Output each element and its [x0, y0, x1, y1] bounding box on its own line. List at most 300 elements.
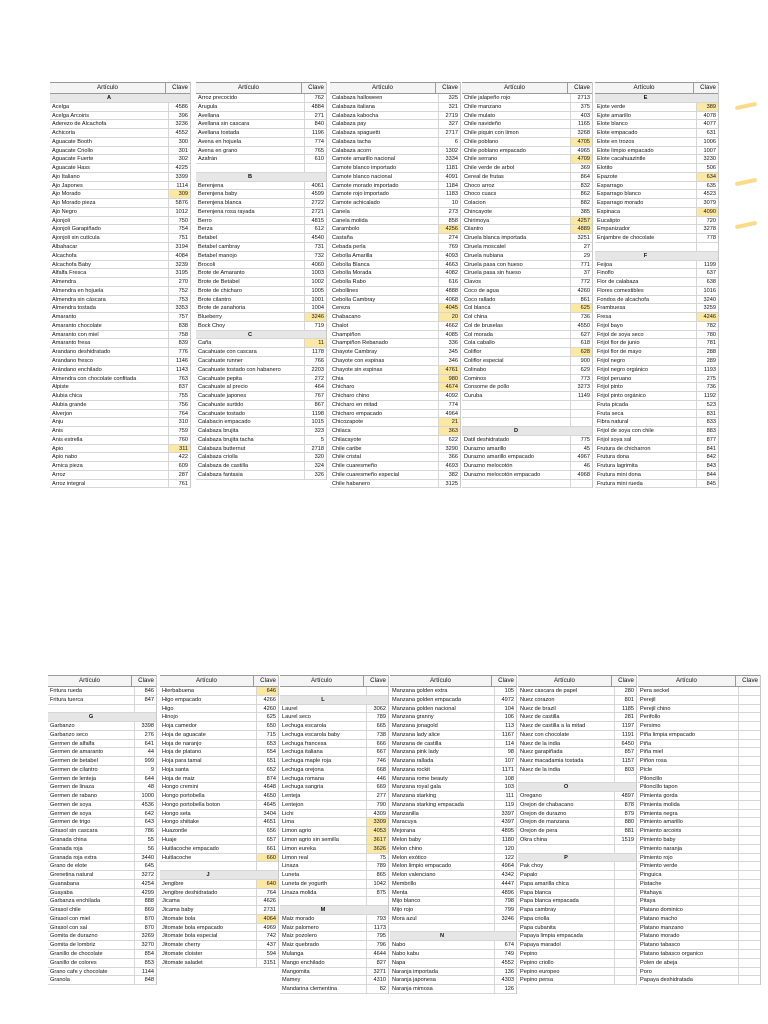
- item-name: Ciruela pasa sin hueso: [464, 270, 521, 277]
- table-row: [462, 313, 592, 322]
- item-code: 2721: [304, 208, 326, 216]
- item-code: 764: [256, 889, 278, 897]
- table-row: [280, 985, 388, 994]
- item-code: 854: [134, 950, 156, 958]
- item-name: Amaranto: [52, 314, 77, 321]
- column-header: [330, 82, 460, 94]
- item-name: Gomita de lombriz: [50, 942, 96, 949]
- table-row: [50, 339, 190, 348]
- item-code: 757: [168, 313, 190, 321]
- item-code: 6: [438, 138, 460, 146]
- section-letter: O: [563, 784, 569, 791]
- item-name: Chicharo chino: [332, 393, 370, 400]
- table-row: [48, 748, 156, 757]
- table-row: [462, 445, 592, 454]
- table-row: [160, 915, 278, 924]
- item-name: Fresa: [597, 314, 612, 321]
- item-name: Aguacate Booth: [52, 138, 92, 145]
- table-row: [518, 713, 636, 722]
- item-name: Limon real: [282, 854, 309, 861]
- item-code: 1157: [614, 757, 636, 765]
- table-row: [462, 418, 592, 427]
- table-row: [160, 748, 278, 757]
- item-name: Manzana golden extra: [392, 688, 448, 694]
- item-name: Papaya maradol: [520, 942, 561, 949]
- table-row: [160, 959, 278, 968]
- table-row: [196, 155, 326, 164]
- table-row: [595, 331, 718, 340]
- table-row: [48, 889, 156, 898]
- item-code: 879: [614, 810, 636, 818]
- table-row: [462, 462, 592, 471]
- price-column: [638, 675, 761, 985]
- table-row: [48, 950, 156, 959]
- item-name: Albahacar: [52, 244, 78, 251]
- item-name: Ajo Japones: [52, 182, 83, 189]
- item-name: Grenetina natural: [50, 872, 94, 879]
- table-row: [196, 401, 326, 410]
- item-code: [614, 871, 636, 879]
- table-row: [330, 348, 460, 357]
- item-name: Ciruela blanca importada: [464, 235, 527, 242]
- table-row: [390, 845, 516, 854]
- table-row: [48, 932, 156, 941]
- item-code: 4447: [494, 880, 516, 888]
- item-name: Maiz quebrado: [282, 942, 320, 949]
- table-row: [390, 801, 516, 810]
- table-row: [462, 471, 592, 480]
- table-row: [330, 199, 460, 208]
- table-row: [390, 871, 516, 880]
- table-row: [48, 757, 156, 766]
- item-code: 3404: [256, 810, 278, 818]
- header-clave: Clave: [611, 676, 636, 686]
- price-column: [160, 675, 279, 968]
- item-code: 3236: [168, 120, 190, 128]
- item-code: 4084: [168, 252, 190, 260]
- table-row: [48, 976, 156, 985]
- header-articulo: Artículo: [238, 84, 259, 91]
- table-row: [196, 392, 326, 401]
- item-name: Calabaza kabocha: [332, 112, 379, 119]
- item-name: Chicharo en mitad: [332, 401, 378, 408]
- item-name: Pepino europeo: [520, 968, 560, 975]
- item-name: Papaya limpia empacada: [520, 933, 583, 940]
- table-row: [330, 129, 460, 138]
- table-row: [196, 287, 326, 296]
- item-code: 1191: [614, 731, 636, 739]
- item-name: [196, 164, 304, 172]
- table-row: [196, 383, 326, 392]
- item-code: 114: [494, 740, 516, 748]
- table-row: [390, 722, 516, 731]
- item-name: Granada roja extra: [50, 854, 97, 861]
- item-code: 506: [696, 164, 718, 172]
- item-code: 841: [696, 445, 718, 453]
- item-name: Jitomate cherry: [162, 942, 201, 949]
- item-name: Laurel seco: [282, 714, 311, 721]
- item-code: 778: [696, 234, 718, 242]
- item-code: 4964: [494, 862, 516, 870]
- item-name: Ajo Negro: [52, 208, 77, 215]
- header-clave: Clave: [301, 83, 326, 93]
- table-row: [50, 199, 190, 208]
- item-name: Nuez de la india: [520, 766, 561, 773]
- table-row: [196, 366, 326, 375]
- item-name: Pimiento baby: [640, 837, 676, 844]
- table-row: [48, 775, 156, 784]
- table-row: [518, 941, 636, 950]
- item-code: 4303: [494, 976, 516, 984]
- item-code-highlighted: 4705: [570, 138, 592, 146]
- item-name: Alcachofa Baby: [52, 261, 91, 268]
- table-row: [638, 775, 760, 784]
- item-name: Chabacano: [332, 314, 361, 321]
- table-row: [50, 375, 190, 384]
- item-code: 719: [304, 322, 326, 330]
- table-row: [330, 112, 460, 121]
- item-code: 4260: [256, 705, 278, 713]
- table-row: [638, 950, 760, 959]
- item-name: Nuez macadamia tostada: [520, 758, 584, 765]
- table-row: [390, 924, 516, 933]
- item-name: Mijo rojo: [392, 907, 414, 914]
- table-row: [595, 427, 718, 436]
- table-row: [50, 348, 190, 357]
- table-row: [160, 722, 278, 731]
- item-code: 37: [570, 269, 592, 277]
- table-row: [390, 959, 516, 968]
- item-name: Coliflor especial: [464, 357, 504, 364]
- item-name: Epazote: [597, 173, 618, 180]
- item-name: Chicozapote: [332, 419, 364, 426]
- item-code: 638: [696, 278, 718, 286]
- table-row: [595, 375, 718, 384]
- item-name: Orejon de durazno: [520, 810, 567, 817]
- table-row: [50, 287, 190, 296]
- item-code: 3251: [570, 234, 592, 242]
- item-code: 643: [134, 818, 156, 826]
- item-name: Chile jalapeño rojo: [464, 95, 511, 101]
- item-code: 326: [304, 471, 326, 479]
- table-row: [50, 480, 190, 489]
- item-code-highlighted: 660: [256, 854, 278, 862]
- table-row: [462, 199, 592, 208]
- table-row: [50, 357, 190, 366]
- item-code-highlighted: 640: [256, 880, 278, 888]
- item-name: Huitlacoche empacado: [162, 845, 219, 852]
- item-code: 833: [696, 418, 718, 426]
- item-name: Pera seckel: [640, 688, 670, 694]
- header-clave: Clave: [735, 676, 760, 686]
- table-row: [518, 740, 636, 749]
- item-code: 831: [696, 410, 718, 418]
- item-name: Girasol sin cascara: [50, 828, 98, 835]
- item-code: 1007: [696, 147, 718, 155]
- highlighter-stroke: [735, 102, 757, 110]
- highlighter-stroke: [735, 178, 757, 186]
- item-name: Calabaza brujita tacha: [198, 436, 254, 443]
- item-code: 4091: [438, 173, 460, 181]
- table-row: [638, 792, 760, 801]
- item-name: Arugula: [198, 103, 218, 110]
- table-row: [595, 445, 718, 454]
- item-code: 874: [256, 775, 278, 783]
- table-row: [330, 261, 460, 270]
- table-row: [48, 827, 156, 836]
- item-code: 3079: [696, 199, 718, 207]
- table-row: [390, 836, 516, 845]
- item-code: 644: [134, 775, 156, 783]
- item-code: 4082: [438, 269, 460, 277]
- table-row: [196, 190, 326, 199]
- table-row: [518, 722, 636, 731]
- item-name: Arándano enchilado: [52, 366, 102, 373]
- table-row: [48, 687, 156, 696]
- table-row: [462, 453, 592, 462]
- item-code: 4645: [256, 801, 278, 809]
- table-row: [518, 924, 636, 933]
- item-name: Papa criolla: [520, 915, 550, 922]
- item-name: Fritura rueda: [50, 688, 83, 694]
- item-code: 789: [366, 862, 388, 870]
- item-name: Espinaca: [597, 208, 621, 215]
- item-name: Cacahuate pepita: [198, 375, 242, 382]
- item-code: [366, 687, 388, 695]
- item-name: Manzana jonagold: [392, 723, 438, 730]
- column-header: [390, 675, 516, 687]
- table-row: [48, 766, 156, 775]
- table-row: [330, 471, 460, 480]
- item-code: 764: [168, 410, 190, 418]
- item-name: Almendra con chocolate confitada: [52, 375, 137, 382]
- table-row: [638, 941, 760, 950]
- item-name: Naranja mimosa: [392, 986, 433, 993]
- item-code: 3269: [134, 932, 156, 940]
- item-code: 845: [696, 480, 718, 488]
- item-code: 857: [614, 748, 636, 756]
- item-name: Pimiento amarillo: [640, 819, 683, 826]
- section-letter: F: [643, 252, 648, 259]
- item-name: Lechuga romana: [282, 775, 324, 782]
- item-code: 1003: [304, 269, 326, 277]
- item-code: 4536: [134, 801, 156, 809]
- table-row: [462, 261, 592, 270]
- item-code-highlighted: 4761: [438, 366, 460, 374]
- table-row: [638, 748, 760, 757]
- table-row: [595, 138, 718, 147]
- item-code: 3278: [696, 225, 718, 233]
- item-name: Mango enchilado: [282, 959, 325, 966]
- item-name: Lechuga maple roja: [282, 758, 332, 765]
- item-name: Melon chino: [392, 845, 423, 852]
- item-code: 637: [696, 269, 718, 277]
- item-name: Flor de calabaza: [597, 279, 639, 286]
- item-name: Mulanga: [282, 950, 304, 957]
- item-name: Lechuga italiana: [282, 749, 323, 756]
- table-row: [595, 357, 718, 366]
- item-name: Cacahuate surtido: [198, 401, 244, 408]
- item-code: 4884: [304, 103, 326, 111]
- header-articulo: Artículo: [196, 677, 217, 684]
- table-row: [50, 164, 190, 173]
- item-name: Calabaza brujita: [198, 428, 239, 435]
- table-row: [595, 103, 718, 112]
- item-code: 1302: [438, 147, 460, 155]
- item-name: Coliflor: [464, 349, 482, 356]
- item-code: 612: [304, 225, 326, 233]
- item-code: 1004: [304, 304, 326, 312]
- item-code: 5876: [168, 199, 190, 207]
- item-code: 609: [168, 462, 190, 470]
- item-name: [518, 775, 614, 783]
- item-name: Jitomate bola empacado: [162, 924, 223, 931]
- table-row: [638, 871, 760, 880]
- table-row: [196, 129, 326, 138]
- item-code-highlighted: 4045: [438, 304, 460, 312]
- item-name: Curuba: [464, 393, 483, 400]
- item-code-highlighted: 11: [304, 339, 326, 347]
- item-code: 126: [494, 985, 516, 993]
- item-code: 4540: [304, 234, 326, 242]
- item-code: 594: [256, 950, 278, 958]
- table-row: [462, 129, 592, 138]
- item-name: Elote empacado: [597, 130, 638, 137]
- item-code: 4897: [614, 792, 636, 800]
- table-row: [390, 827, 516, 836]
- item-name: Durazno melocotón: [464, 463, 513, 470]
- item-code: 4648: [256, 783, 278, 791]
- item-code: 756: [168, 401, 190, 409]
- item-name: Champiñon Rebanado: [332, 340, 388, 347]
- item-name: Chilaca: [332, 428, 351, 435]
- table-row: [462, 296, 592, 305]
- item-code: [738, 810, 760, 818]
- item-name: Frijol pinto orgánico: [597, 393, 646, 400]
- item-name: Granillo de colores: [50, 959, 97, 966]
- item-code: 1199: [696, 261, 718, 269]
- item-name: Higo empacado: [162, 696, 202, 703]
- table-row: [595, 287, 718, 296]
- item-name: Platano macho: [640, 915, 678, 922]
- item-name: Enjambre de chocolate: [597, 235, 655, 242]
- table-row: [330, 94, 460, 103]
- table-row: [160, 740, 278, 749]
- item-name: Alfalfa Fresca: [52, 270, 87, 277]
- table-row: [390, 766, 516, 775]
- item-code: 3398: [134, 722, 156, 730]
- item-code: [614, 862, 636, 870]
- table-row: [160, 862, 278, 871]
- item-code: 4651: [256, 818, 278, 826]
- item-code: [738, 722, 760, 730]
- item-code: 325: [438, 94, 460, 102]
- table-row: [518, 932, 636, 941]
- item-name: [462, 418, 570, 426]
- table-row: [196, 339, 326, 348]
- item-code-highlighted: 4257: [570, 217, 592, 225]
- table-row: [48, 862, 156, 871]
- item-name: Clavos: [464, 279, 482, 286]
- item-code: 1146: [168, 357, 190, 365]
- item-name: Ajonjoli Garapiñado: [52, 226, 101, 233]
- item-code: 720: [696, 217, 718, 225]
- item-code: 842: [696, 453, 718, 461]
- item-code: [494, 932, 516, 940]
- item-code: 1196: [304, 129, 326, 137]
- item-name: Frijol pinto: [597, 384, 623, 391]
- table-row: [390, 783, 516, 792]
- item-name: Jitomate bola especial: [162, 933, 218, 940]
- item-name: Gomita de durazno: [50, 933, 98, 940]
- section-letter: A: [106, 95, 112, 101]
- table-row: [280, 687, 388, 696]
- item-code: 771: [570, 261, 592, 269]
- table-row: [462, 436, 592, 445]
- item-code: 882: [570, 199, 592, 207]
- item-name: Pimiento verde: [640, 863, 678, 870]
- table-row: [160, 827, 278, 836]
- item-code: 4895: [494, 827, 516, 835]
- item-name: Piloncillo: [640, 775, 663, 782]
- item-name: Anis: [52, 428, 63, 435]
- item-code-highlighted: 20: [438, 313, 460, 321]
- item-name: Platano morado: [640, 933, 680, 940]
- item-name: Arandano fresco: [52, 357, 94, 364]
- item-name: Manzana pink lady: [392, 749, 439, 756]
- item-name: Pimienta molida: [640, 801, 680, 808]
- item-name: Chicharo: [332, 384, 355, 391]
- item-name: Menta: [392, 889, 408, 896]
- item-code: 3239: [168, 261, 190, 269]
- item-name: Higo: [162, 705, 174, 712]
- table-row: [330, 120, 460, 129]
- table-row: [518, 968, 636, 977]
- item-code: [738, 740, 760, 748]
- table-row: [638, 932, 760, 941]
- table-row: [48, 740, 156, 749]
- item-name: Coco de agua: [464, 287, 499, 294]
- item-code: 864: [570, 173, 592, 181]
- item-name: Papa blanca: [520, 889, 552, 896]
- table-row: [160, 845, 278, 854]
- item-code: [738, 792, 760, 800]
- item-code: 844: [696, 471, 718, 479]
- table-row: [280, 836, 388, 845]
- item-name: Almendra en hojuela: [52, 287, 104, 294]
- item-code: 4068: [438, 296, 460, 304]
- item-code: 4969: [256, 924, 278, 932]
- item-code: 776: [168, 348, 190, 356]
- item-name: Papaya deshidratada: [640, 977, 693, 984]
- table-row: [595, 199, 718, 208]
- item-name: Cacahuate tostado: [198, 410, 245, 417]
- item-name: Germen de soya: [50, 801, 92, 808]
- item-name: Finoflo: [597, 270, 614, 277]
- table-row: [462, 208, 592, 217]
- item-name: Chile manzano: [464, 103, 502, 110]
- table-row: [462, 322, 592, 331]
- item-name: Bock Choy: [198, 322, 226, 329]
- item-name: Papa cubanita: [520, 924, 556, 931]
- section-letter-row: [462, 427, 592, 436]
- item-code: 661: [256, 845, 278, 853]
- table-row: [595, 155, 718, 164]
- item-code: 4968: [570, 471, 592, 479]
- table-row: [160, 880, 278, 889]
- item-code: 1181: [438, 164, 460, 172]
- section-letter-row: [280, 906, 388, 915]
